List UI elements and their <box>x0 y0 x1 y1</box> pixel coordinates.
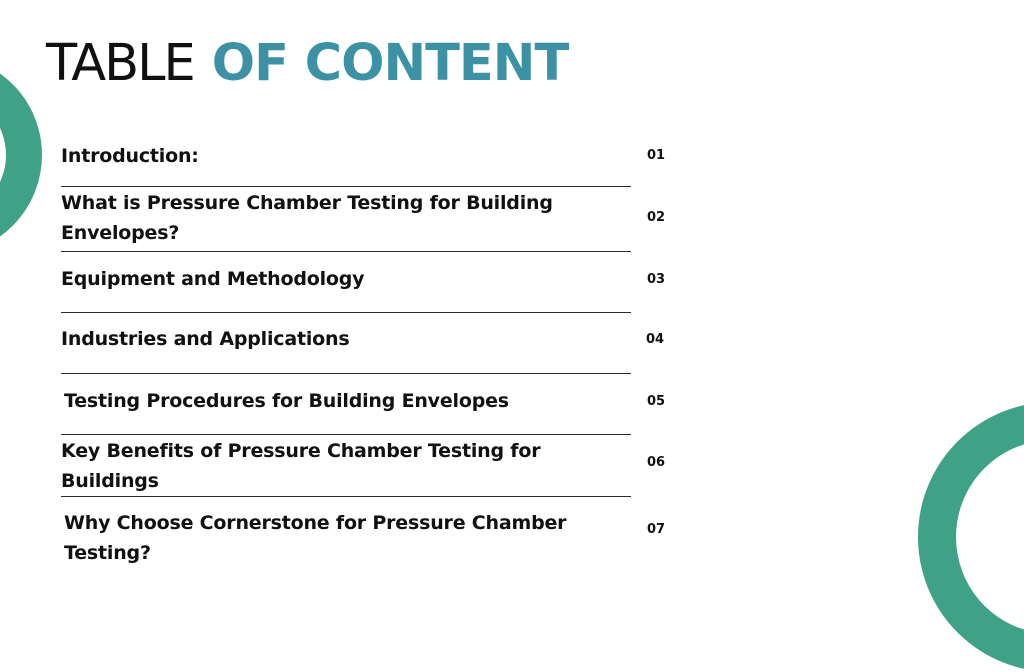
toc-item-label: Why Choose Cornerstone for Pressure Chamber Testing? <box>64 512 567 564</box>
toc-item-label: What is Pressure Chamber Testing for Building Envelopes? <box>61 192 553 244</box>
divider <box>61 496 631 497</box>
toc-item-number: 03 <box>647 272 666 287</box>
toc-item-number: 05 <box>647 394 666 409</box>
page-title <box>46 33 568 95</box>
toc-item-label: Industries and Applications <box>61 328 350 350</box>
toc-item-label: Equipment and Methodology <box>61 268 365 290</box>
divider <box>61 312 631 313</box>
title-part-2: OF CONTENT <box>211 34 569 93</box>
divider <box>61 251 631 252</box>
title-part-1: TABLE <box>46 34 194 93</box>
toc-item-label: Key Benefits of Pressure Chamber Testing for Buildings <box>61 440 541 492</box>
decorative-ring-right <box>918 402 1024 672</box>
toc-item-number: 04 <box>646 332 665 347</box>
toc-item-number: 07 <box>647 522 666 537</box>
divider <box>61 373 631 374</box>
toc-item-label: Introduction: <box>61 145 199 167</box>
divider <box>61 186 631 187</box>
decorative-ring-left <box>0 55 42 255</box>
divider <box>61 434 631 435</box>
toc-item-number: 06 <box>647 455 666 470</box>
toc-item-label: Testing Procedures for Building Envelopes <box>64 390 509 412</box>
toc-item-number: 01 <box>647 148 666 163</box>
toc-item-number: 02 <box>647 210 666 225</box>
